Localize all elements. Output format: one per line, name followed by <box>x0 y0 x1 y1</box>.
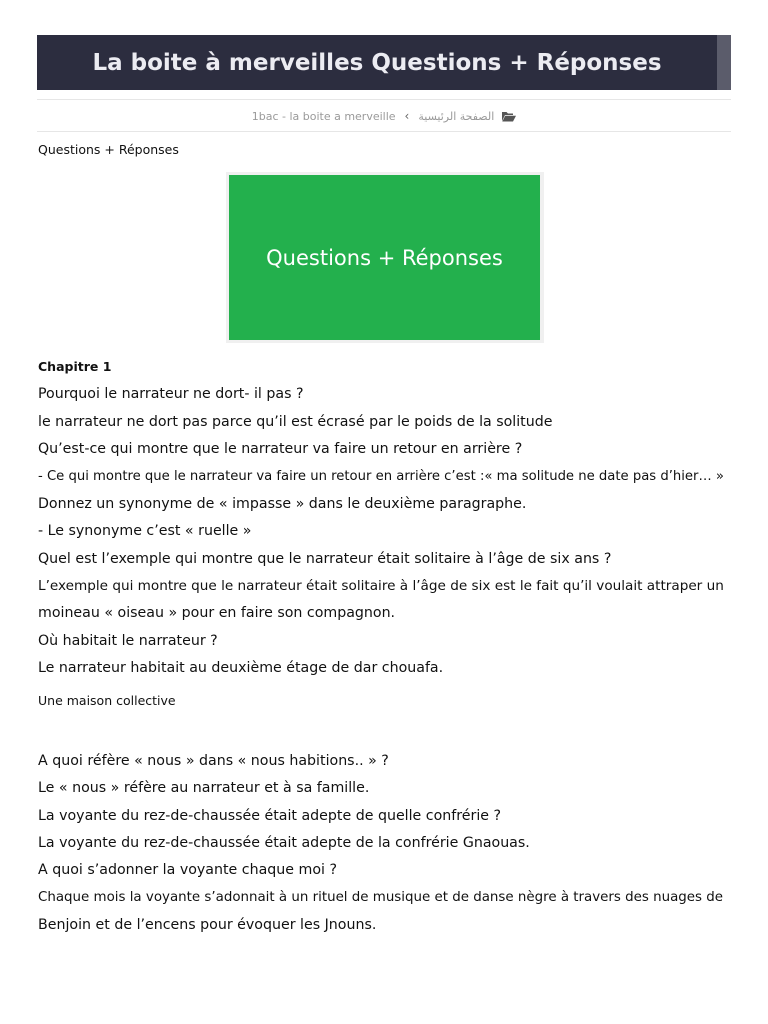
qa-line: Pourquoi le narrateur ne dort- il pas ? <box>38 386 304 402</box>
qa-line: Le « nous » réfère au narrateur et à sa famille. <box>38 780 370 796</box>
page-title: La boite à merveilles Questions + Réponses <box>92 49 662 76</box>
qa-line: Qu’est-ce qui montre que le narrateur va faire un retour en arrière ? <box>38 441 523 457</box>
qa-line: L’exemple qui montre que le narrateur était solitaire à l’âge de six est le fait qu’il voulait attraper un <box>38 578 724 594</box>
banner-green-panel <box>229 175 540 340</box>
qa-line: - Le synonyme c’est « ruelle » <box>38 523 252 539</box>
qa-line: - Ce qui montre que le narrateur va faire un retour en arrière c’est :« ma solitude ne date pas d’hier… » <box>38 469 724 484</box>
breadcrumb <box>37 104 731 128</box>
qa-line: Chaque mois la voyante s’adonnait à un rituel de musique et de danse nègre à travers des nuages de <box>38 890 724 905</box>
qa-line: La voyante du rez-de-chaussée était adepte de la confrérie Gnaouas. <box>38 835 530 851</box>
qa-line: Donnez un synonyme de « impasse » dans le deuxième paragraphe. <box>38 496 527 512</box>
qa-line: Quel est l’exemple qui montre que le narrateur était solitaire à l’âge de six ans ? <box>38 551 612 567</box>
folder-open-icon <box>502 111 516 122</box>
qa-line: La voyante du rez-de-chaussée était adepte de quelle confrérie ? <box>38 808 502 824</box>
article-subheading: Questions + Réponses <box>38 142 179 157</box>
banner-text: Questions + Réponses <box>266 245 503 270</box>
qa-line: Où habitait le narrateur ? <box>38 633 218 649</box>
breadcrumb-top-divider <box>37 99 731 100</box>
qa-line: Le narrateur habitait au deuxième étage de dar chouafa. <box>38 660 444 676</box>
section-title: Une maison collective <box>38 693 176 708</box>
qa-line: Benjoin et de l’encens pour évoquer les Jnouns. <box>38 917 377 933</box>
qa-line: A quoi s’adonner la voyante chaque moi ? <box>38 862 337 878</box>
breadcrumb-current-category[interactable]: 1bac - la boite a merveille <box>251 109 396 123</box>
title-bar-accent <box>717 35 731 90</box>
qa-line: A quoi réfère « nous » dans « nous habitions.. » ? <box>38 753 389 769</box>
qa-line: moineau « oiseau » pour en faire son compagnon. <box>38 605 396 621</box>
breadcrumb-bottom-divider <box>37 131 731 132</box>
qa-line: le narrateur ne dort pas parce qu’il est écrasé par le poids de la solitude <box>38 414 553 430</box>
breadcrumb-home-link[interactable]: الصفحة الرئيسية <box>418 109 495 123</box>
article-banner-image <box>226 172 544 343</box>
page-title-bar <box>37 35 731 90</box>
breadcrumb-separator: ‹ <box>404 109 410 123</box>
chapter-title: Chapitre 1 <box>38 359 112 374</box>
